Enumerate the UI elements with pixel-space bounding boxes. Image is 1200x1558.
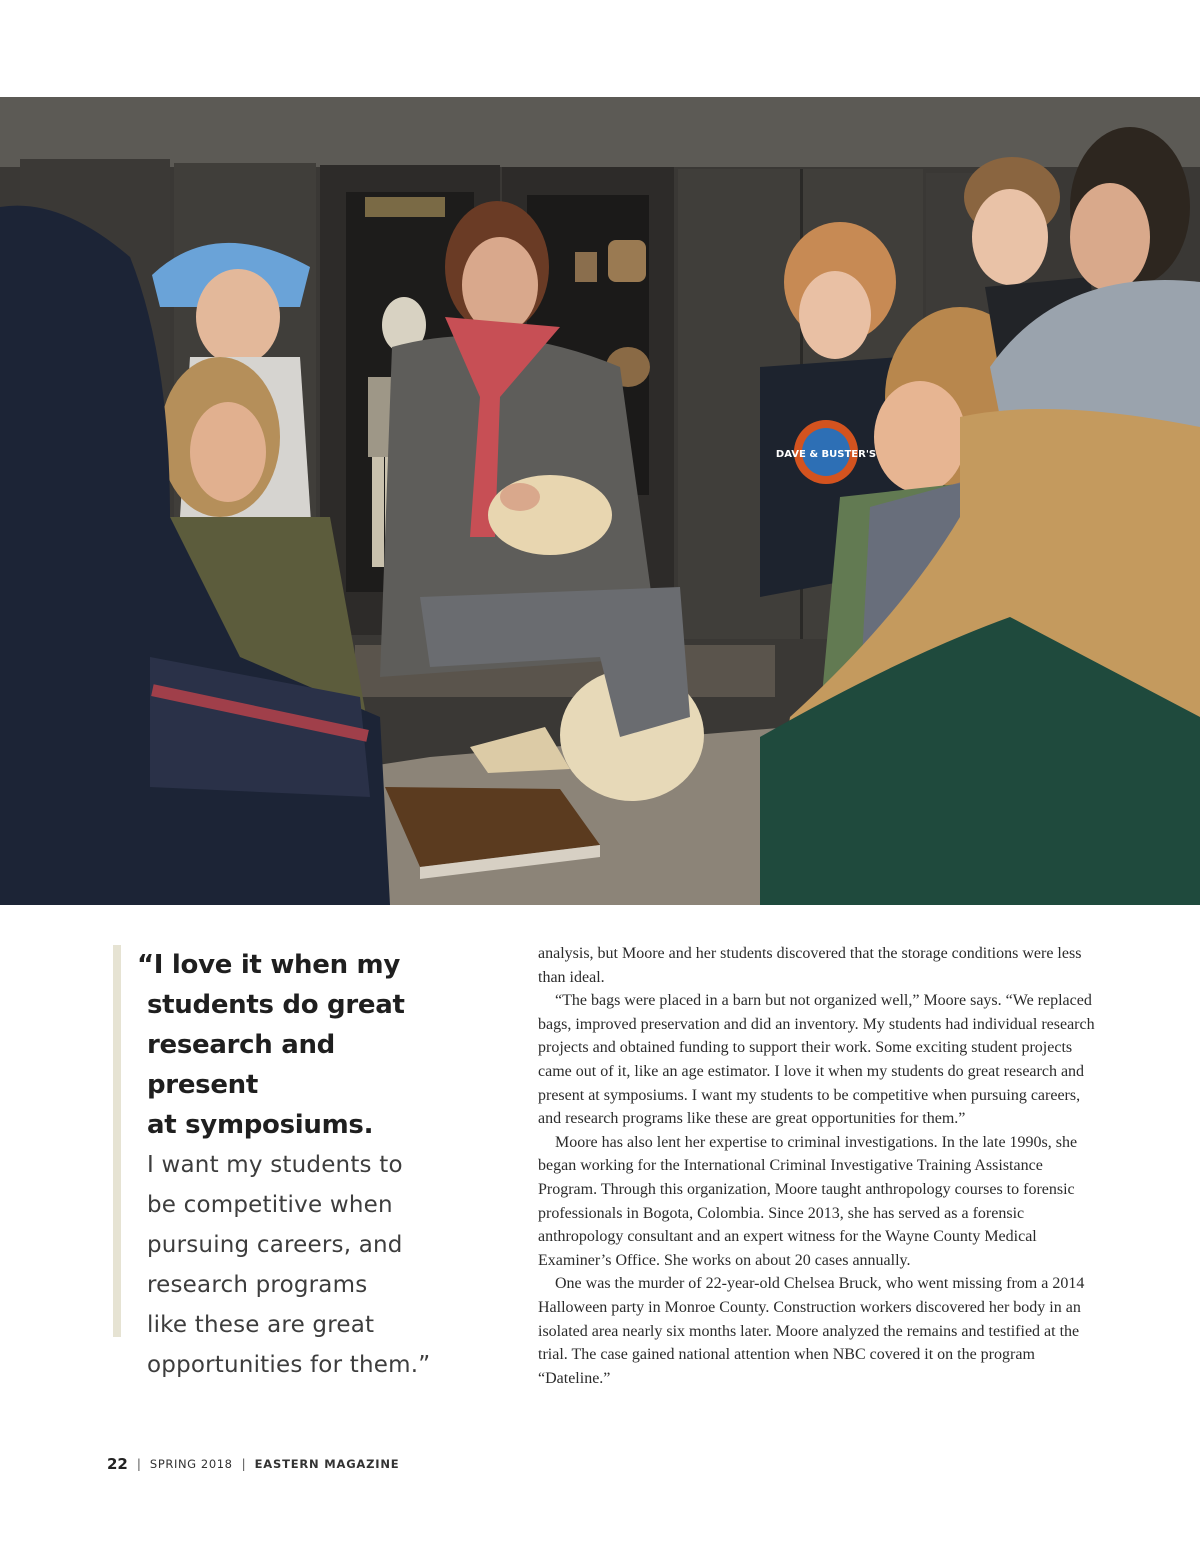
footer-separator: | — [136, 1457, 141, 1471]
article-body — [538, 942, 1098, 1390]
pull-quote — [113, 945, 443, 1378]
pull-quote-bold-line: research and present — [147, 1030, 335, 1100]
pull-quote-bold-line: “I love it when my — [137, 950, 400, 980]
magazine-name: EASTERN MAGAZINE — [254, 1457, 400, 1471]
page-footer — [107, 1452, 399, 1476]
dave-busters-logo-text: DAVE & BUSTER'S — [775, 449, 877, 460]
pull-quote-line: be competitive when — [147, 1192, 393, 1218]
body-paragraph: One was the murder of 22-year-old Chelsea Bruck, who went missing from a 2014 Halloween party in Monroe County. Construction workers discovered her body in an isolated area nearly six months later. Moore analyzed the remains and testified at the trial. The case gained national attention when NBC covered it on the program “Dateline.” — [538, 1275, 1085, 1387]
classroom-photo — [0, 97, 1200, 905]
footer-separator: | — [241, 1457, 246, 1471]
pull-quote-line: opportunities for them.” — [147, 1352, 431, 1378]
body-paragraph: analysis, but Moore and her students discovered that the storage conditions were less than ideal. — [538, 945, 1082, 986]
pull-quote-line: research programs — [147, 1272, 368, 1298]
pull-quote-bold-line: students do great — [147, 990, 405, 1020]
issue-season: SPRING 2018 — [149, 1457, 233, 1471]
body-paragraph: “The bags were placed in a barn but not organized well,” Moore says. “We replaced bags, improved preservation and did an inventory. My students had individual research projects and obtained funding to support their work. Some exciting student projects came out of it, like an age estimator. I love it when my students do great research and present at symposiums. I want my students to be competitive when pursuing careers, and research programs like these are great opportunities for them.” — [538, 992, 1095, 1128]
pull-quote-line: like these are great — [147, 1312, 375, 1338]
body-paragraph: Moore has also lent her expertise to criminal investigations. In the late 1990s, she began working for the International Criminal Investigative Training Assistance Program. Through this organization, Moore taught anthropology courses to forensic professionals in Bogota, Colombia. Since 2013, she has served as a forensic anthropology consultant and an expert witness for the Wayne County Medical Examiner’s Office. She works on about 20 cases annually. — [538, 1133, 1078, 1269]
pull-quote-bold-line: at symposiums. — [147, 1110, 374, 1140]
page-number: 22 — [107, 1455, 128, 1473]
pull-quote-line: pursuing careers, and — [147, 1232, 403, 1258]
pull-quote-line: I want my students to — [147, 1152, 403, 1178]
